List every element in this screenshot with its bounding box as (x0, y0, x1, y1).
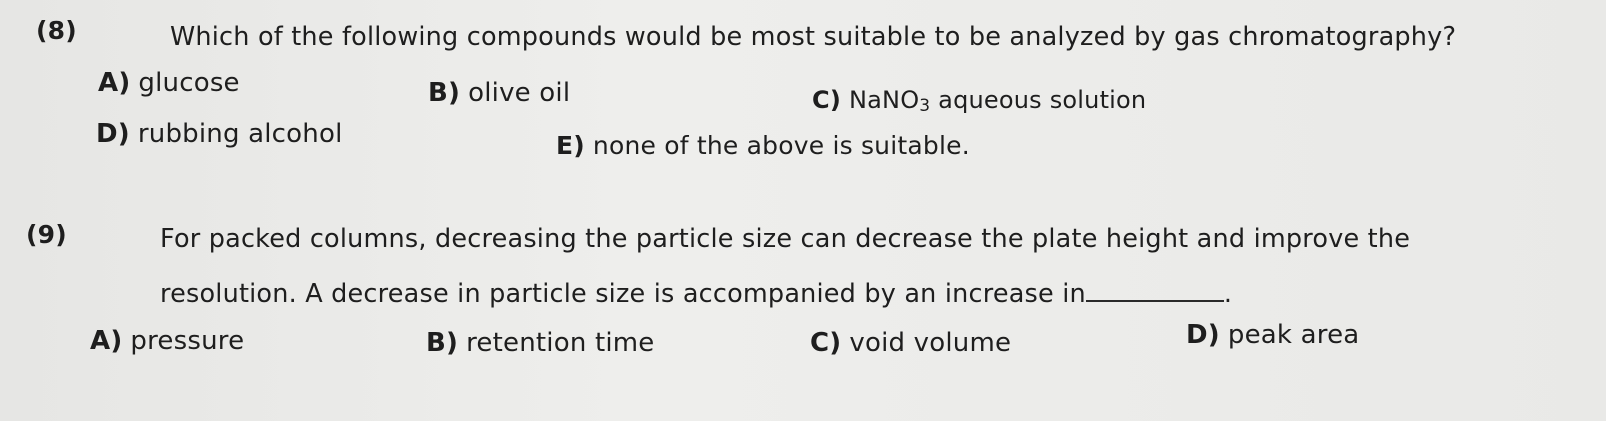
option-letter: C) (812, 86, 841, 114)
q9-option-d[interactable] (1186, 320, 1359, 350)
option-text: none of the above is suitable. (592, 131, 970, 160)
question-9-line-2 (160, 276, 1232, 309)
subscript: 3 (919, 96, 931, 116)
q9-option-c[interactable] (810, 328, 1011, 358)
option-text: pressure (130, 326, 245, 356)
option-text-rest: aqueous solution (930, 86, 1147, 114)
question-9-period: . (1223, 279, 1233, 309)
q9-option-a[interactable] (90, 326, 244, 356)
option-letter: A) (98, 68, 131, 98)
question-9-line-2-text: resolution. A decrease in particle size is accompanied by an increase in (160, 279, 1086, 309)
option-letter: A) (90, 326, 123, 356)
q8-option-b[interactable] (428, 78, 570, 108)
option-text: rubbing alcohol (137, 119, 343, 149)
q8-option-a[interactable] (98, 68, 240, 98)
q8-option-d[interactable] (96, 119, 343, 149)
q8-option-c[interactable] (812, 86, 1146, 116)
answer-blank (1086, 276, 1224, 302)
option-letter: B) (428, 78, 461, 108)
option-letter: B) (426, 328, 459, 358)
option-text: peak area (1227, 320, 1360, 350)
option-letter: C) (810, 328, 842, 358)
option-text: void volume (849, 328, 1012, 358)
q9-option-b[interactable] (426, 328, 655, 358)
option-letter: E) (556, 131, 585, 160)
option-text: NaNO (848, 86, 920, 114)
question-9-number: (9) (26, 220, 67, 249)
option-text: olive oil (468, 78, 571, 108)
question-8-text: Which of the following compounds would be most suitable to be analyzed by gas chromatography? (170, 22, 1457, 52)
question-9-line-1: For packed columns, decreasing the particle size can decrease the plate height and improve the (160, 224, 1411, 254)
option-text: retention time (466, 328, 655, 358)
question-8-number: (8) (36, 16, 77, 45)
q8-option-e[interactable] (556, 131, 970, 160)
option-letter: D) (1186, 320, 1220, 350)
option-text: glucose (138, 68, 240, 98)
option-letter: D) (96, 119, 130, 149)
